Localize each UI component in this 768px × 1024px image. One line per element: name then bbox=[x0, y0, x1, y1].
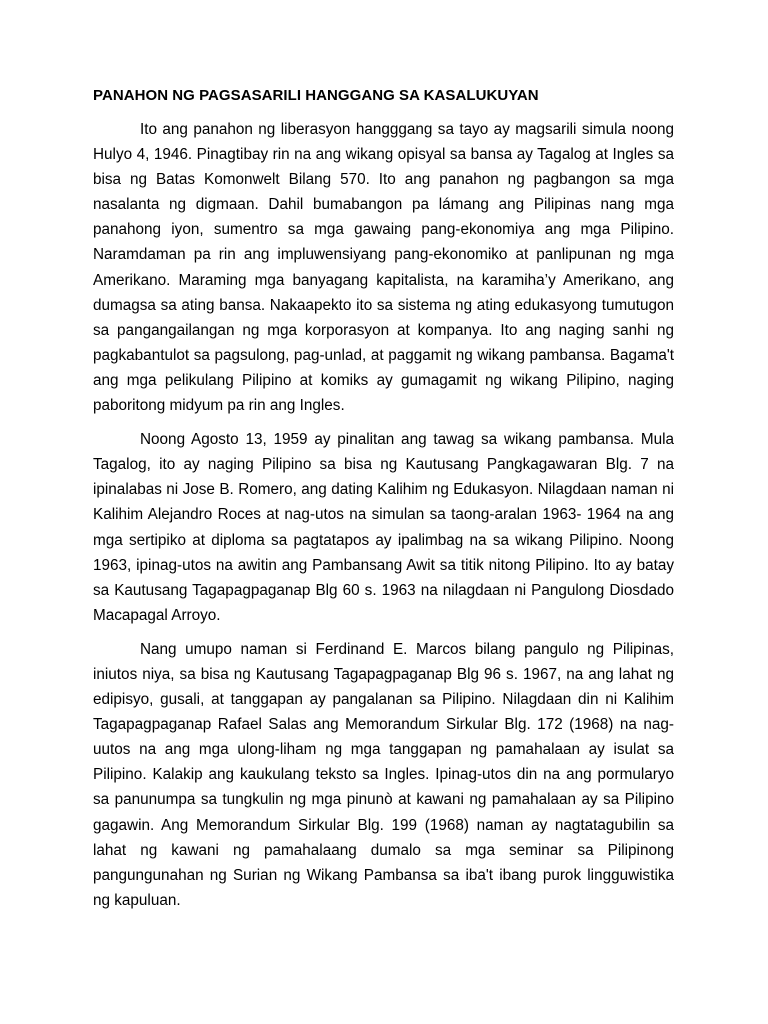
paragraph-1: Ito ang panahon ng liberasyon hangggang sa tayo ay magsarili simula noong Hulyo 4, 1946. Pinagtibay rin na ang wikang opisyal sa bansa ay Tagalog at Ingles sa bisa ng Batas Komonwelt Bilang 570. Ito ang panahon ng pagbangon sa mga nasalanta ng digmaan. Dahil bumabangon pa lámang ang Pilipinas nang mga panahong iyon, sumentro sa mga gawaing pang-ekonomiya ang mga Pilipino. Naramdaman pa rin ang impluwensiyang pang-ekonomiko at panlipunan ng mga Amerikano. Maraming mga banyagang kapitalista, na karamiha’y Amerikano, ang dumagsa sa ating bansa. Nakaapekto ito sa sistema ng ating edukasyong tumutugon sa pangangailangan ng mga korporasyon at kompanya. Ito ang naging sanhi ng pagkabantulot sa pagsulong, pag-unlad, at paggamit ng wikang pambansa. Bagama't ang mga pelikulang Pilipino at komiks ay gumagamit ng wikang Pilipino, naging paboritong midyum pa rin ang Ingles. bbox=[93, 121, 674, 415]
paragraph-3: Nang umupo naman si Ferdinand E. Marcos bilang pangulo ng Pilipinas, iniutos niya, sa bisa ng Kautusang Tagapagpaganap Blg 96 s. 1967, na ang lahat ng edipisyo, gusali, at tanggapan ay pangalanan sa Pilipino. Nilagdaan din ni Kalihim Tagapagpaganap Rafael Salas ang Memorandum Sirkular Blg. 172 (1968) na nag-uutos na ang mga ulong-liham ng mga tanggapan ng pamahalaan ay isulat sa Pilipino. Kalakip ang kaukulang teksto sa Ingles. Ipinag-utos din na ang pormularyo sa panunumpa sa tungkulin ng mga pinunò at kawani ng pamahalaan ay sa Pilipino gagawin. Ang Memorandum Sirkular Blg. 199 (1968) naman ay nagtatagubilin sa lahat ng kawani ng pamahalaang dumalo sa mga seminar sa Pilipinong pangungunahan ng Surian ng Wikang Pambansa sa iba't ibang purok lingguwistika ng kapuluan. bbox=[93, 640, 674, 909]
paragraph-2: Noong Agosto 13, 1959 ay pinalitan ang tawag sa wikang pambansa. Mula Tagalog, ito ay naging Pilipino sa bisa ng Kautusang Pangkagawaran Blg. 7 na ipinalabas ni Jose B. Romero, ang dating Kalihim ng Edukasyon. Nilagdaan naman ni Kalihim Alejandro Roces at nag-utos na simulan sa taong-aralan 1963- 1964 na ang mga sertipiko at diploma sa pagtatapos ay ipalimbag na sa wikang Pilipino. Noong 1963, ipinag-utos na awitin ang Pambansang Awit sa titik nitong Pilipino. Ito ay batay sa Kautusang Tagapagpaganap Blg 60 s. 1963 na nilagdaan ni Pangulong Diosdado Macapagal Arroyo. bbox=[93, 431, 674, 624]
document-body bbox=[93, 86, 674, 922]
document-title: PANAHON NG PAGSASARILI HANGGANG SA KASALUKUYAN bbox=[93, 87, 539, 104]
